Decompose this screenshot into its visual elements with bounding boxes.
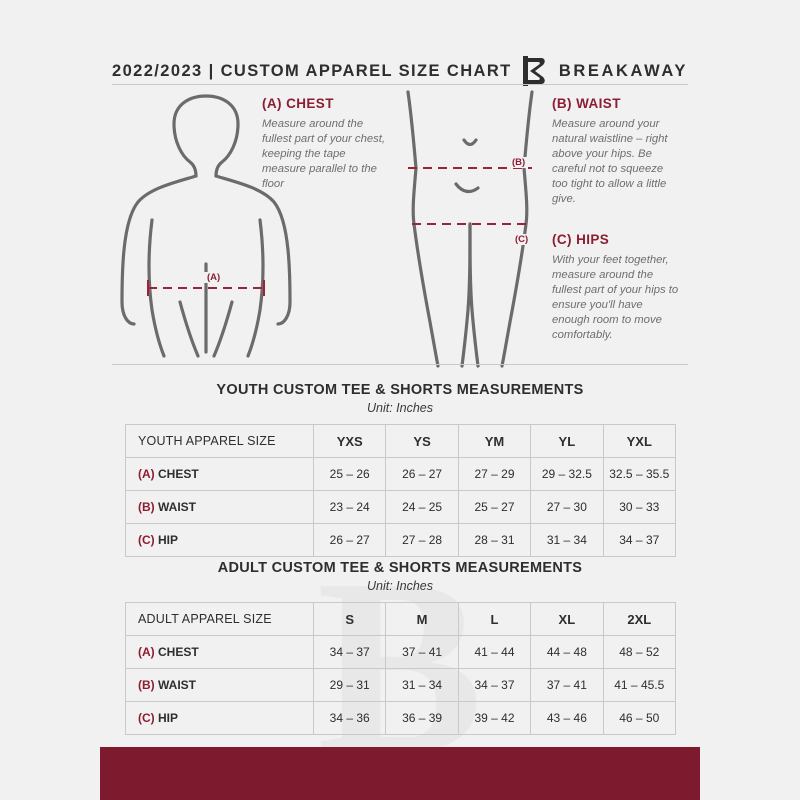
youth-size-col-1: YS — [386, 425, 458, 458]
youth-cell-2-0: 26 – 27 — [314, 524, 386, 557]
youth-row-1-tag: (B) — [138, 500, 155, 514]
adult-apparel-size-header: ADULT APPAREL SIZE — [126, 603, 314, 636]
youth-cell-2-1: 27 – 28 — [386, 524, 458, 557]
adult-row-0-tag: (A) — [138, 645, 155, 659]
table-row — [126, 669, 676, 702]
adult-section-title: ADULT CUSTOM TEE & SHORTS MEASUREMENTS — [217, 560, 583, 576]
youth-cell-2-3: 31 – 34 — [531, 524, 603, 557]
waist-measure-label: (B) — [509, 157, 528, 168]
adult-cell-2-0: 34 – 36 — [314, 702, 386, 735]
adult-cell-0-0: 34 – 37 — [314, 636, 386, 669]
table-row — [126, 636, 676, 669]
youth-row-0-tag: (A) — [138, 467, 155, 481]
youth-row-2-tag: (C) — [138, 533, 155, 547]
youth-row-0-name: CHEST — [158, 467, 199, 481]
youth-cell-1-4: 30 – 33 — [603, 491, 675, 524]
adult-size-col-4: 2XL — [603, 603, 675, 636]
youth-size-col-3: YL — [531, 425, 603, 458]
page-title: 2022/2023 | CUSTOM APPAREL SIZE CHART — [112, 62, 512, 80]
table-header-row — [126, 603, 676, 636]
youth-section-title: YOUTH CUSTOM TEE & SHORTS MEASUREMENTS — [216, 382, 584, 398]
adult-size-col-0: S — [314, 603, 386, 636]
youth-cell-0-2: 27 – 29 — [458, 458, 530, 491]
youth-cell-0-0: 25 – 26 — [314, 458, 386, 491]
adult-row-2-label — [126, 702, 314, 735]
hips-measure-label: (C) — [512, 234, 531, 245]
youth-row-2-label — [126, 524, 314, 557]
youth-row-2-name: HIP — [158, 533, 179, 547]
adult-size-col-3: XL — [531, 603, 603, 636]
note-chest — [262, 96, 390, 192]
adult-unit-label: Unit: Inches — [366, 579, 433, 593]
adult-row-1-tag: (B) — [138, 678, 155, 692]
youth-size-table — [125, 424, 676, 557]
adult-cell-0-4: 48 – 52 — [603, 636, 675, 669]
measurement-diagram — [112, 84, 688, 374]
note-hips-body: With your feet together, measure around the fullest part of your hips to ensure you'll have enough room to move comfortably. — [552, 254, 679, 341]
breakaway-b-logo-icon — [521, 56, 547, 86]
youth-size-col-0: YXS — [314, 425, 386, 458]
note-chest-body: Measure around the fullest part of your chest, keeping the tape measure parallel to the floor — [262, 118, 386, 190]
adult-cell-0-1: 37 – 41 — [386, 636, 458, 669]
youth-cell-1-2: 25 – 27 — [458, 491, 530, 524]
youth-row-1-name: WAIST — [158, 500, 197, 514]
youth-row-0-label — [126, 458, 314, 491]
youth-cell-1-3: 27 – 30 — [531, 491, 603, 524]
brand-lockup — [521, 56, 688, 86]
chest-measure-label: (A) — [204, 272, 223, 283]
youth-cell-1-0: 23 – 24 — [314, 491, 386, 524]
adult-row-1-label — [126, 669, 314, 702]
adult-cell-1-2: 34 – 37 — [458, 669, 530, 702]
adult-cell-2-3: 43 – 46 — [531, 702, 603, 735]
youth-cell-0-3: 29 – 32.5 — [531, 458, 603, 491]
youth-cell-1-1: 24 – 25 — [386, 491, 458, 524]
note-hips-title: (C) HIPS — [552, 232, 610, 247]
hips-outline — [408, 92, 532, 366]
note-chest-title: (A) CHEST — [262, 96, 334, 111]
adult-cell-1-0: 29 – 31 — [314, 669, 386, 702]
youth-apparel-size-header: YOUTH APPAREL SIZE — [126, 425, 314, 458]
youth-size-col-2: YM — [458, 425, 530, 458]
adult-cell-1-3: 37 – 41 — [531, 669, 603, 702]
footer-bar — [100, 747, 700, 800]
youth-cell-2-2: 28 – 31 — [458, 524, 530, 557]
youth-cell-2-4: 34 – 37 — [603, 524, 675, 557]
adult-row-1-name: WAIST — [158, 678, 197, 692]
table-row — [126, 524, 676, 557]
document-header — [0, 32, 800, 80]
adult-row-0-label — [126, 636, 314, 669]
brand-name: BREAKAWAY — [558, 61, 688, 80]
note-hips — [552, 232, 680, 343]
adult-cell-1-1: 31 – 34 — [386, 669, 458, 702]
note-waist — [552, 96, 680, 207]
youth-cell-0-1: 26 – 27 — [386, 458, 458, 491]
document-sheet — [0, 12, 800, 788]
table-row — [126, 491, 676, 524]
note-waist-body: Measure around your natural waistline – right above your hips. Be careful not to squeeze too tight to allow a little give. — [552, 118, 668, 205]
youth-unit-label: Unit: Inches — [366, 401, 433, 415]
adult-size-table — [125, 602, 676, 735]
adult-row-2-name: HIP — [158, 711, 179, 725]
table-row — [126, 458, 676, 491]
adult-cell-1-4: 41 – 45.5 — [603, 669, 675, 702]
adult-cell-2-2: 39 – 42 — [458, 702, 530, 735]
note-waist-title: (B) WAIST — [552, 96, 621, 111]
youth-cell-0-4: 32.5 – 35.5 — [603, 458, 675, 491]
adult-row-0-name: CHEST — [158, 645, 199, 659]
adult-cell-0-2: 41 – 44 — [458, 636, 530, 669]
adult-row-2-tag: (C) — [138, 711, 155, 725]
youth-row-1-label — [126, 491, 314, 524]
youth-size-col-4: YXL — [603, 425, 675, 458]
table-row — [126, 702, 676, 735]
adult-cell-2-1: 36 – 39 — [386, 702, 458, 735]
adult-cell-2-4: 46 – 50 — [603, 702, 675, 735]
adult-size-col-2: L — [458, 603, 530, 636]
adult-size-col-1: M — [386, 603, 458, 636]
diagram-divider — [112, 364, 688, 365]
adult-cell-0-3: 44 – 48 — [531, 636, 603, 669]
table-header-row — [126, 425, 676, 458]
